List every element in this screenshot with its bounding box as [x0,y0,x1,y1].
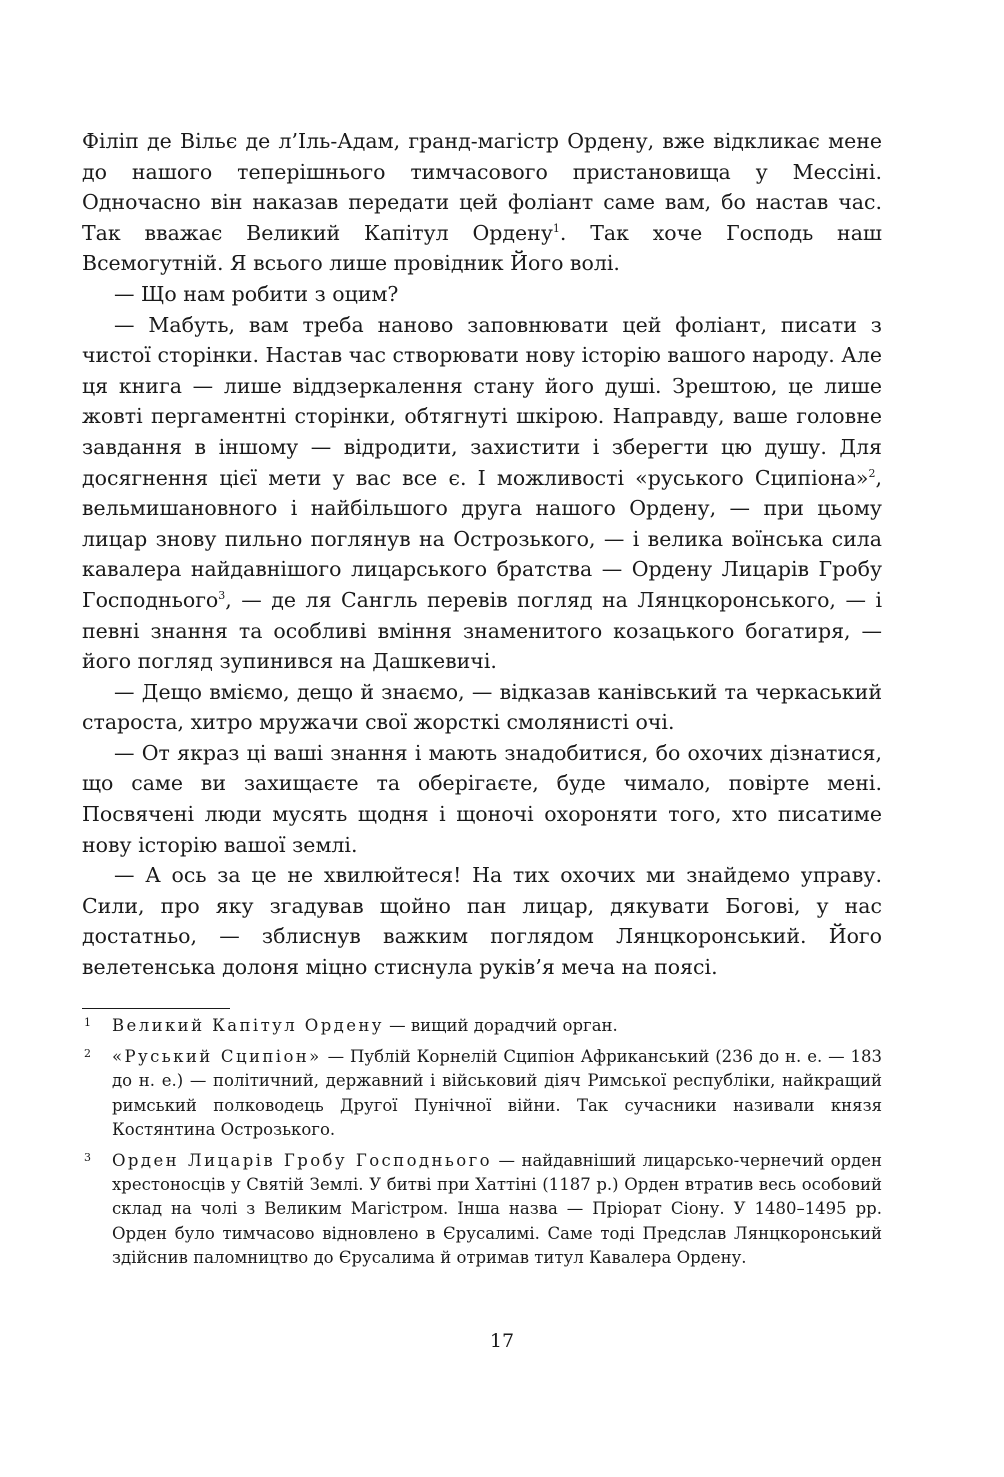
paragraph-6: — А ось за це не хвилюйтеся! На тих охочих ми знайдемо управу. Сили, про яку згадував щойно пан лицар, дякувати Богові, у нас достатньо, — зблиснув важким поглядом Лянцкоронський. Його велетенська долоня міцно стиснула руків’я меча на поясі. [82,863,882,980]
main-text [82,126,882,983]
footnote-ref-1: 1 [552,221,560,235]
paragraph-3-text-a: — Мабуть, вам треба наново заповнювати цей фоліант, писати з чистої сторінки. Настав час створювати нову історію вашого народу. Але ця книга — лише віддзеркалення стану його душі. Зрештою, це лише жовті пергаментні сторінки, обтягнуті шкірою. Направду, ваше головне завдання в іншому — відродити, захистити і зберегти цю душу. Для досягнення цієї мети у вас все є. І можливості «руського Сципіона» [82,312,882,490]
footnote-term: Великий Капітул Ордену [112,1016,384,1035]
footnote-text: — найдавніший лицарсько-чернечий орден хрестоносців у Святій Землі. У битві при Хаттіні (1187 р.) Орден втратив весь особовий склад на чолі з Великим Магістром. Інша назва — Пріорат Сіону. У 1480–1495 рр. Орден було тимчасово відновлено в Єрусалимі. Саме тоді Предслав Лянцкоронський здійснив паломництво до Єрусалима й отримав титул Кавалера Ордену. [112,1151,883,1267]
paragraph-2: — Що нам робити з оцим? [114,281,399,306]
paragraph-5: — От якраз ці ваші знання і мають знадобитися, бо охочих дізнатися, що саме ви захищаєте та оберігаєте, буде чимало, повірте мені. Посвячені люди мусять щодня і щоночі охороняти того, хто писатиме нову історію вашої землі. [82,740,882,857]
paragraph-1-text-a: Філіп де Вільє де л’Іль-Адам, гранд-магістр Ордену, вже відкликає мене до нашого теперішнього тимчасового пристановища у Мессіні. Одночасно він наказав передати цей фоліант саме вам, бо настав час. Так вважає Великий Капітул Ордену [82,129,882,245]
footnote-2 [82,1045,882,1142]
footnote-number: 2 [84,1047,91,1061]
footnote-text: — Публій Корнелій Сципіон Африканський (236 до н. е. — 183 до н. е.) — політичний, державний і військовий діяч Римської республіки, найкращий римський полководець Другої Пунічної війни. Так сучасники називали князя Костянтина Острозького. [112,1047,882,1139]
footnote-number: 3 [84,1151,91,1165]
footnote-number: 1 [84,1016,91,1029]
page-number: 17 [489,1330,515,1352]
paragraph-1-text-b: . Так хоче Господь наш Всемогутній. Я всього лише провідник Його волі. [82,220,882,276]
paragraph-3 [82,310,882,677]
paragraph-3-text-c: , — де ля Сангль перевів погляд на Лянцкоронського, — і певні знання та особливі вміння знаменитого козацького богатиря, — його погляд зупинився на Дашкевичі. [82,587,882,674]
paragraph-3-text-b: , вельмишановного і найбільшого друга нашого Ордену, — при цьому лицар знову пильно поглянув на Острозького, — і велика воїнська сила кавалера найдавнішого лицарського братства — Ордену Лицарів Гробу Господнього [82,465,882,612]
footnote-divider [82,1008,230,1009]
footnote-3 [82,1149,882,1270]
footnote-term: «Руський Сципіон» [112,1047,322,1067]
body-text [82,126,882,983]
footnotes [82,1014,882,1277]
footnote-1 [82,1014,882,1038]
footnote-ref-3: 3 [218,589,226,603]
paragraph-1 [82,126,882,279]
footnote-ref-2: 2 [868,466,876,480]
footnote-text: — вищий дорадчий орган. [383,1016,618,1035]
paragraph-4: — Дещо вміємо, дещо й знаємо, — відказав канівський та черкаський староста, хитро мружачи свої жорсткі смолянисті очі. [82,679,882,735]
footnote-term: Орден Лицарів Гробу Господнього [112,1151,492,1171]
